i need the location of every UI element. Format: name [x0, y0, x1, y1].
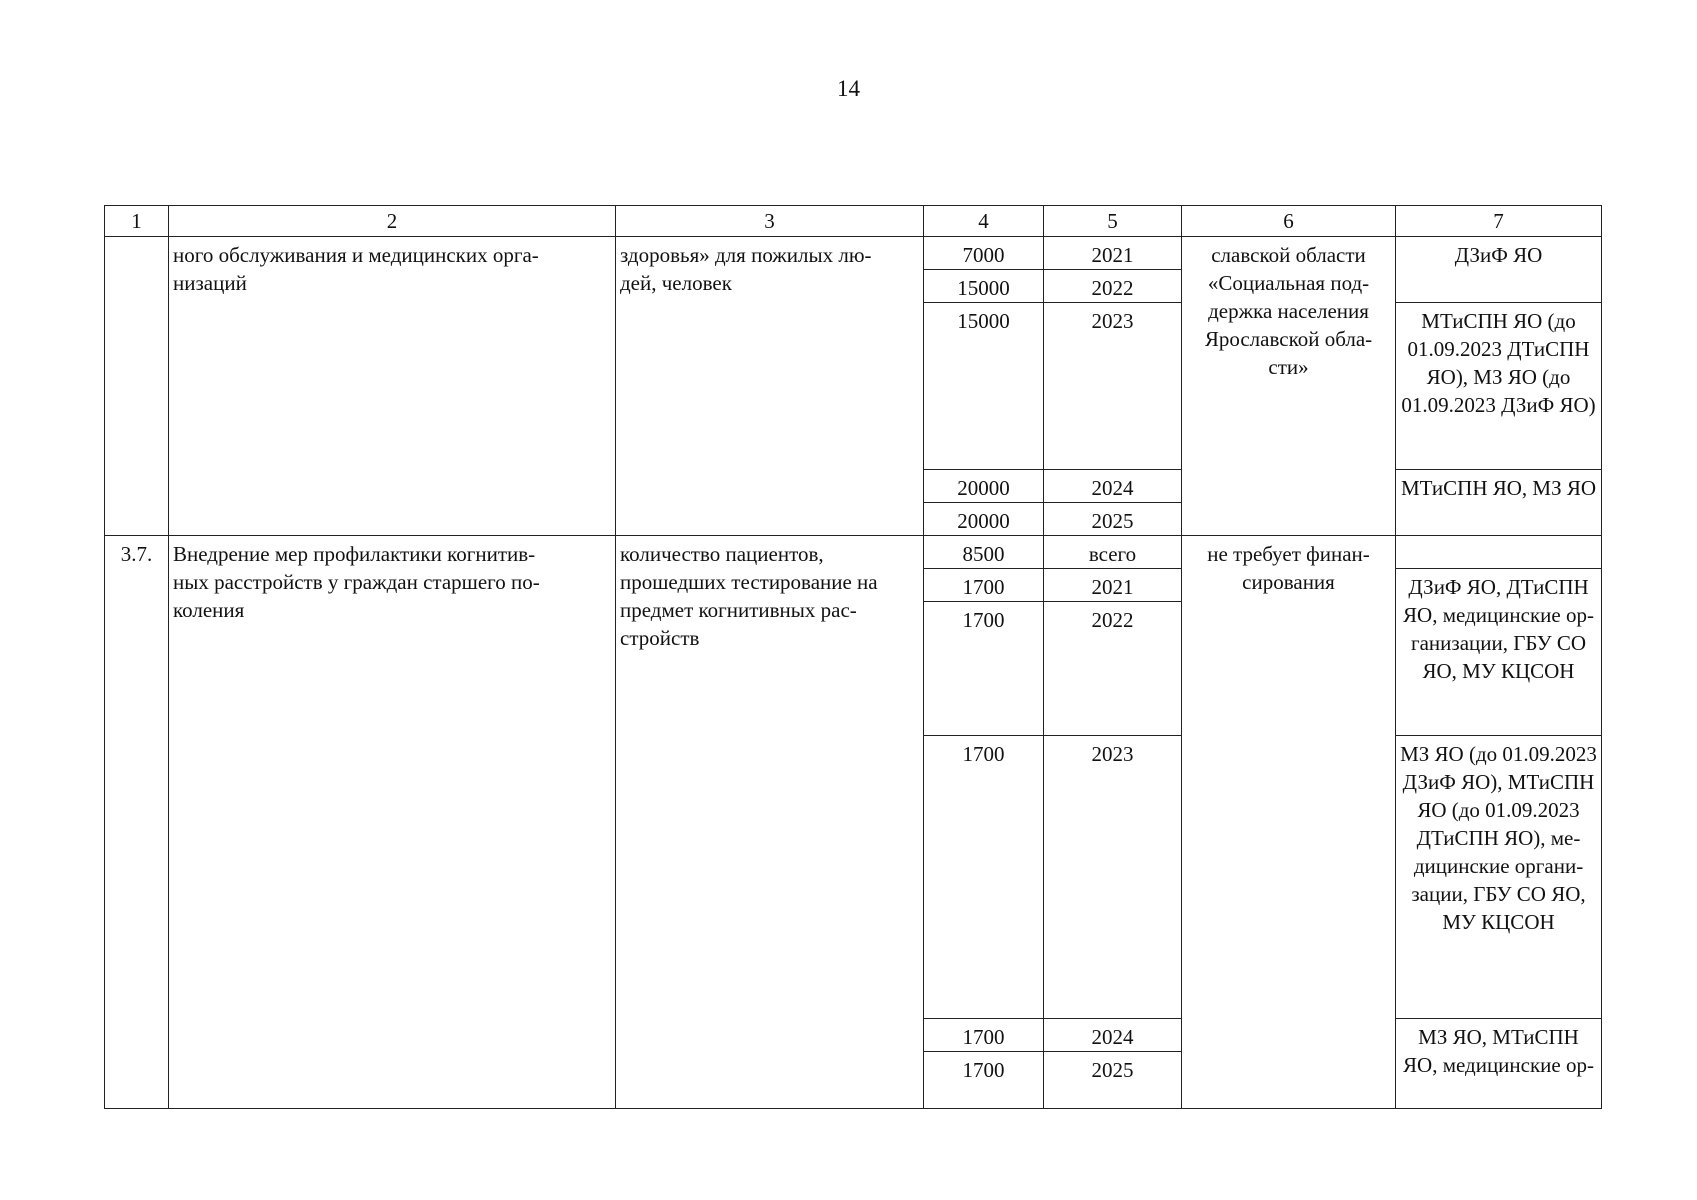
row-number-cell: 3.7. [105, 536, 169, 1109]
indicator-cell [616, 237, 924, 536]
value-cell: 15000 [924, 303, 1044, 470]
executor-cell: МТиСПН ЯО (до 01.09.2023 ДТиСПН ЯО), МЗ ЯО (до 01.09.2023 ДЗиФ ЯО) [1396, 303, 1602, 470]
value-cell: 20000 [924, 503, 1044, 536]
year-cell: 2023 [1044, 736, 1182, 1019]
funding-source-text: славской области «Социальная под-держка населения Ярославской обла-сти» [1204, 243, 1373, 379]
year-cell: 2022 [1044, 270, 1182, 303]
funding-source-cell [1182, 237, 1396, 536]
year-cell: 2025 [1044, 503, 1182, 536]
col-header-6: 6 [1182, 206, 1396, 237]
indicator-cell [616, 536, 924, 1109]
col-header-3: 3 [616, 206, 924, 237]
funding-source-cell [1182, 536, 1396, 1109]
header-row [105, 206, 1602, 237]
indicator-text: количество пациентов, прошедших тестирование на предмет когнитивных рас- стройств [620, 542, 878, 650]
col-header-5: 5 [1044, 206, 1182, 237]
executor-cell: МЗ ЯО, МТиСПН ЯО, медицинские ор- [1396, 1019, 1602, 1109]
year-cell: 2021 [1044, 569, 1182, 602]
executor-cell: ДЗиФ ЯО, ДТиСПН ЯО, медицинские ор-ганизации, ГБУ СО ЯО, МУ КЦСОН [1396, 569, 1602, 736]
executor-cell: МЗ ЯО (до 01.09.2023 ДЗиФ ЯО), МТиСПН ЯО (до 01.09.2023 ДТиСПН ЯО), ме-дицинские органи-зации, ГБУ СО ЯО, МУ КЦСОН [1396, 736, 1602, 1019]
funding-source-text: не требует финан-сирования [1207, 542, 1370, 594]
measure-name-text: ного обслуживания и медицинских орга- низаций [173, 243, 539, 295]
measure-name-text: Внедрение мер профилактики когнитив- ных расстройств у граждан старшего по- коления [173, 542, 540, 622]
table-row [105, 536, 1602, 569]
row-number-cell [105, 237, 169, 536]
value-cell: 20000 [924, 470, 1044, 503]
year-cell: 2024 [1044, 1019, 1182, 1052]
value-cell: 8500 [924, 536, 1044, 569]
year-cell: 2021 [1044, 237, 1182, 270]
col-header-7: 7 [1396, 206, 1602, 237]
year-cell: 2025 [1044, 1052, 1182, 1109]
indicator-text: здоровья» для пожилых лю- дей, человек [620, 243, 872, 295]
measure-name-cell [169, 237, 616, 536]
executor-cell: МТиСПН ЯО, МЗ ЯО [1396, 470, 1602, 536]
year-cell: 2023 [1044, 303, 1182, 470]
page-number: 14 [837, 76, 860, 101]
value-cell: 1700 [924, 1052, 1044, 1109]
executor-cell: ДЗиФ ЯО [1396, 237, 1602, 303]
col-header-2: 2 [169, 206, 616, 237]
value-cell: 15000 [924, 270, 1044, 303]
col-header-4: 4 [924, 206, 1044, 237]
value-cell: 1700 [924, 569, 1044, 602]
col-header-1: 1 [105, 206, 169, 237]
table-row [105, 237, 1602, 270]
program-table [104, 205, 1602, 1109]
value-cell: 1700 [924, 736, 1044, 1019]
year-cell: 2022 [1044, 602, 1182, 736]
value-cell: 1700 [924, 1019, 1044, 1052]
value-cell: 1700 [924, 602, 1044, 736]
year-cell: всего [1044, 536, 1182, 569]
executor-cell [1396, 536, 1602, 569]
value-cell: 7000 [924, 237, 1044, 270]
year-cell: 2024 [1044, 470, 1182, 503]
measure-name-cell [169, 536, 616, 1109]
